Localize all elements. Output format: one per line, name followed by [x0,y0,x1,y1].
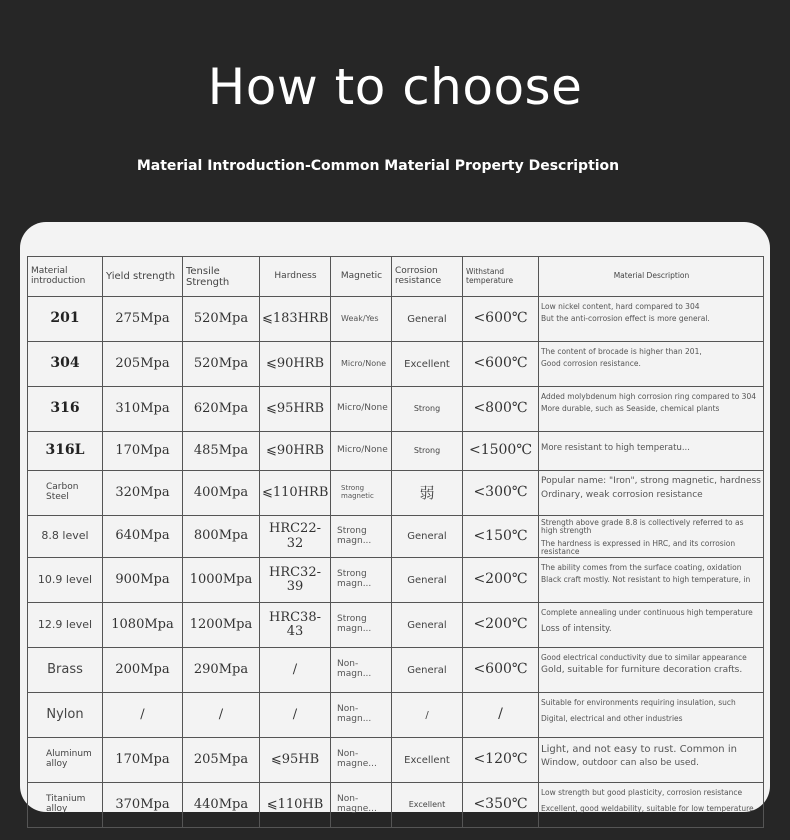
cell-yield: 1080Mpa [103,603,183,648]
cell-hardness: HRC38-43 [260,603,331,648]
cell-temperature: / [463,693,539,738]
cell-temperature: <600℃ [463,297,539,342]
description-line-1: The content of brocade is higher than 201, [541,347,702,356]
cell-temperature: <600℃ [463,342,539,387]
cell-magnetic: Non-magne... [331,783,392,828]
cell-magnetic: Strong magnetic [331,471,392,516]
table-row [28,738,764,783]
cell-description [539,738,764,783]
cell-magnetic: Micro/None [331,387,392,432]
cell-tensile: 205Mpa [183,738,260,783]
description-line-2: Digital, electrical and other industries [541,714,683,724]
cell-tensile: 1200Mpa [183,603,260,648]
header-yield-strength: Yield strength [103,257,183,297]
description-line-1: Good electrical conductivity due to similar appearance [541,653,747,662]
cell-temperature: <800℃ [463,387,539,432]
cell-magnetic: Strong magn... [331,558,392,603]
cell-corrosion: / [392,693,463,738]
cell-temperature: <600℃ [463,648,539,693]
cell-corrosion: 弱 [392,471,463,516]
cell-material: 316 [28,387,103,432]
header-material: Material introduction [28,257,103,297]
table-row [28,297,764,342]
description-line-2: Black craft mostly. Not resistant to high temperature, in [541,575,751,585]
header-material-description: Material Description [539,257,764,297]
cell-description [539,648,764,693]
cell-yield: 200Mpa [103,648,183,693]
table-row [28,648,764,693]
cell-description [539,297,764,342]
cell-magnetic: Micro/None [331,432,392,471]
cell-material: Titanium alloy [28,783,103,828]
description-line-1: Light, and not easy to rust. Common in [541,744,737,755]
cell-hardness: HRC22-32 [260,516,331,558]
description-line-2: Window, outdoor can also be used. [541,758,699,768]
cell-tensile: 440Mpa [183,783,260,828]
cell-tensile: 520Mpa [183,297,260,342]
cell-yield: 205Mpa [103,342,183,387]
cell-temperature: <200℃ [463,558,539,603]
cell-corrosion: General [392,603,463,648]
cell-yield: 170Mpa [103,432,183,471]
page-subtitle: Material Introduction-Common Material Property Description [136,158,620,174]
header-hardness: Hardness [260,257,331,297]
cell-yield: 640Mpa [103,516,183,558]
material-property-table [27,256,764,828]
cell-description [539,783,764,828]
header-magnetic: Magnetic [331,257,392,297]
cell-yield: 275Mpa [103,297,183,342]
cell-description [539,387,764,432]
description-line-2: But the anti-corrosion effect is more general. [541,314,710,324]
cell-tensile: 400Mpa [183,471,260,516]
cell-magnetic: Micro/None [331,342,392,387]
description-line-1: Complete annealing under continuous high temperature [541,608,753,617]
cell-hardness: ⩽90HRB [260,342,331,387]
description-line-1: More resistant to high temperatu... [541,443,690,454]
cell-tensile: 290Mpa [183,648,260,693]
cell-material: 304 [28,342,103,387]
cell-material: 8.8 level [28,516,103,558]
cell-corrosion: Strong [392,432,463,471]
cell-yield: 170Mpa [103,738,183,783]
cell-description [539,558,764,603]
description-line-1: Added molybdenum high corrosion ring compared to 304 [541,392,756,401]
table-row [28,693,764,738]
cell-description [539,471,764,516]
cell-temperature: <120℃ [463,738,539,783]
cell-magnetic: Weak/Yes [331,297,392,342]
cell-description [539,516,764,558]
cell-temperature: <350℃ [463,783,539,828]
cell-hardness: / [260,648,331,693]
table-row [28,516,764,558]
description-line-1: The ability comes from the surface coating, oxidation [541,563,742,572]
cell-tensile: 520Mpa [183,342,260,387]
description-line-1: Suitable for environments requiring insulation, such [541,698,736,707]
cell-corrosion: Excellent [392,783,463,828]
cell-description [539,603,764,648]
cell-corrosion: General [392,558,463,603]
table-row [28,387,764,432]
cell-magnetic: Non-magn... [331,648,392,693]
description-line-1: Low strength but good plasticity, corrosion resistance [541,788,743,797]
cell-corrosion: Excellent [392,738,463,783]
cell-tensile: 1000Mpa [183,558,260,603]
table-row [28,603,764,648]
cell-yield: / [103,693,183,738]
table-header-row [28,257,764,297]
cell-tensile: 620Mpa [183,387,260,432]
cell-description [539,342,764,387]
description-line-2: The hardness is expressed in HRC, and its corrosion resistance [541,538,736,556]
description-line-2: Gold, suitable for furniture decoration crafts. [541,665,743,676]
description-line-2: Loss of intensity. [541,624,612,635]
cell-yield: 320Mpa [103,471,183,516]
cell-yield: 310Mpa [103,387,183,432]
description-line-2: Good corrosion resistance. [541,359,641,369]
cell-tensile: 485Mpa [183,432,260,471]
cell-material: Brass [28,648,103,693]
cell-temperature: <150℃ [463,516,539,558]
cell-material: 10.9 level [28,558,103,603]
cell-material: 12.9 level [28,603,103,648]
table-row [28,471,764,516]
cell-tensile: 800Mpa [183,516,260,558]
cell-corrosion: General [392,516,463,558]
description-line-1: Popular name: "Iron", strong magnetic, hardness [541,476,761,486]
cell-yield: 900Mpa [103,558,183,603]
material-table-card [20,222,770,812]
cell-description [539,693,764,738]
cell-temperature: <1500℃ [463,432,539,471]
cell-yield: 370Mpa [103,783,183,828]
table-row [28,432,764,471]
cell-corrosion: General [392,648,463,693]
cell-hardness: ⩽110HB [260,783,331,828]
cell-magnetic: Non-magn... [331,693,392,738]
cell-material: 316L [28,432,103,471]
description-line-1: Strength above grade 8.8 is collectively referred to as high strength [541,518,744,536]
cell-hardness: ⩽183HRB [260,297,331,342]
cell-description [539,432,764,471]
cell-hardness: ⩽110HRB [260,471,331,516]
cell-material: 201 [28,297,103,342]
cell-magnetic: Strong magn... [331,516,392,558]
header-tensile-strength: Tensile Strength [183,257,260,297]
cell-temperature: <200℃ [463,603,539,648]
description-line-2: More durable, such as Seaside, chemical plants [541,404,720,414]
cell-corrosion: Strong [392,387,463,432]
cell-hardness: HRC32-39 [260,558,331,603]
cell-temperature: <300℃ [463,471,539,516]
table-row [28,783,764,828]
cell-material: Nylon [28,693,103,738]
cell-magnetic: Strong magn... [331,603,392,648]
table-row [28,342,764,387]
cell-hardness: / [260,693,331,738]
cell-hardness: ⩽90HRB [260,432,331,471]
description-line-2: Ordinary, weak corrosion resistance [541,489,703,500]
page-title: How to choose [207,58,583,116]
cell-corrosion: General [392,297,463,342]
cell-corrosion: Excellent [392,342,463,387]
cell-magnetic: Non-magne... [331,738,392,783]
header-withstand-temperature: Withstand temperature [463,257,539,297]
header-corrosion-resistance: Corrosion resistance [392,257,463,297]
cell-material: Carbon Steel [28,471,103,516]
description-line-2: Excellent, good weldability, suitable for low temperature [541,804,754,814]
cell-hardness: ⩽95HB [260,738,331,783]
cell-hardness: ⩽95HRB [260,387,331,432]
cell-tensile: / [183,693,260,738]
table-row [28,558,764,603]
cell-material: Aluminum alloy [28,738,103,783]
description-line-1: Low nickel content, hard compared to 304 [541,302,700,311]
